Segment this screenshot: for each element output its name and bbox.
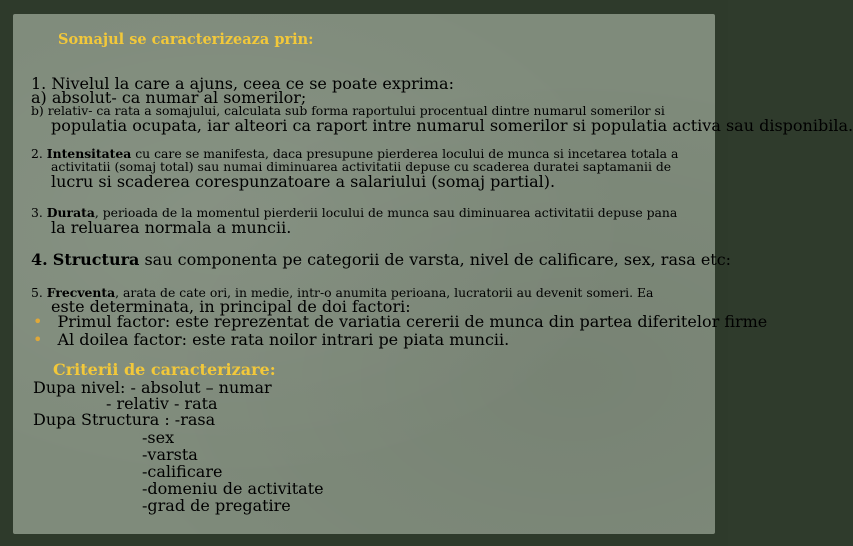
criteria-structura-3: -calificare [142,462,223,481]
factor-2 [33,330,509,349]
item2-term: Intensitatea [46,146,132,161]
item5-text1: , arata de cate ori, in medie, intr-o anumita perioana, lucratorii au devenit someri. Ea [115,285,654,300]
item3-term: Durata [46,205,95,220]
criteria-structura-2: -varsta [142,445,198,464]
bullet-icon: • [33,330,43,349]
criteria-structura-0: Dupa Structura : -rasa [33,410,216,429]
bullet-icon: • [33,312,43,331]
factor-1 [33,312,767,331]
item4-term: Structura [52,250,140,269]
item2-line3: lucru si scaderea corespunzatoare a salariului (somaj partial). [51,172,556,191]
criteria-nivel-2: - relativ - rata [106,394,218,413]
item1-a: a) absolut- ca numar al somerilor; [31,88,307,107]
item3-text1: , perioada de la momentul pierderii locului de munca sau diminuarea activitatii depuse pana [94,205,678,220]
item2-line2: activitatii (somaj total) sau numai diminuarea activitatii depuse cu scaderea duratei saptamanii de [51,159,672,174]
criteria-structura-4: -domeniu de activitate [142,479,324,498]
criteria-structura-5: -grad de pregatire [142,496,291,515]
criteria-structura-1: -sex [142,428,175,447]
criteria-title: Criterii de caracterizare: [53,360,276,379]
item3-number: 3. [31,205,43,220]
item1-b1: b) relativ- ca rata a somajului, calculata sub forma raportului procentual dintre numarul somerilor si [31,103,665,118]
item4-number: 4. [31,250,48,269]
item2-text1: cu care se manifesta, daca presupune pierderea locului de munca si incetarea totala a [131,146,679,161]
item3-line2: la reluarea normala a muncii. [51,218,292,237]
item4-line1 [31,250,731,269]
item5-number: 5. [31,285,43,300]
item1-line: 1. Nivelul la care a ajuns, ceea ce se poate exprima: [31,74,454,93]
item4-text1: sau componenta pe categorii de varsta, nivel de calificare, sex, rasa etc: [139,250,732,269]
criteria-nivel-1: Dupa nivel: - absolut – numar [33,378,272,397]
item2-number: 2. [31,146,43,161]
item5-line2: este determinata, in principal de doi factori: [51,297,411,316]
factor-1-text: Primul factor: este reprezentat de variatia cererii de munca din partea diferitelor firme [57,312,768,331]
item1-b2: populatia ocupata, iar alteori ca raport intre numarul somerilor si populatia activa sau disponibila. [51,116,853,135]
item5-term: Frecventa [46,285,116,300]
factor-2-text: Al doilea factor: este rata noilor intrari pe piata muncii. [57,330,510,349]
slide-title: Somajul se caracterizeaza prin: [58,31,314,48]
